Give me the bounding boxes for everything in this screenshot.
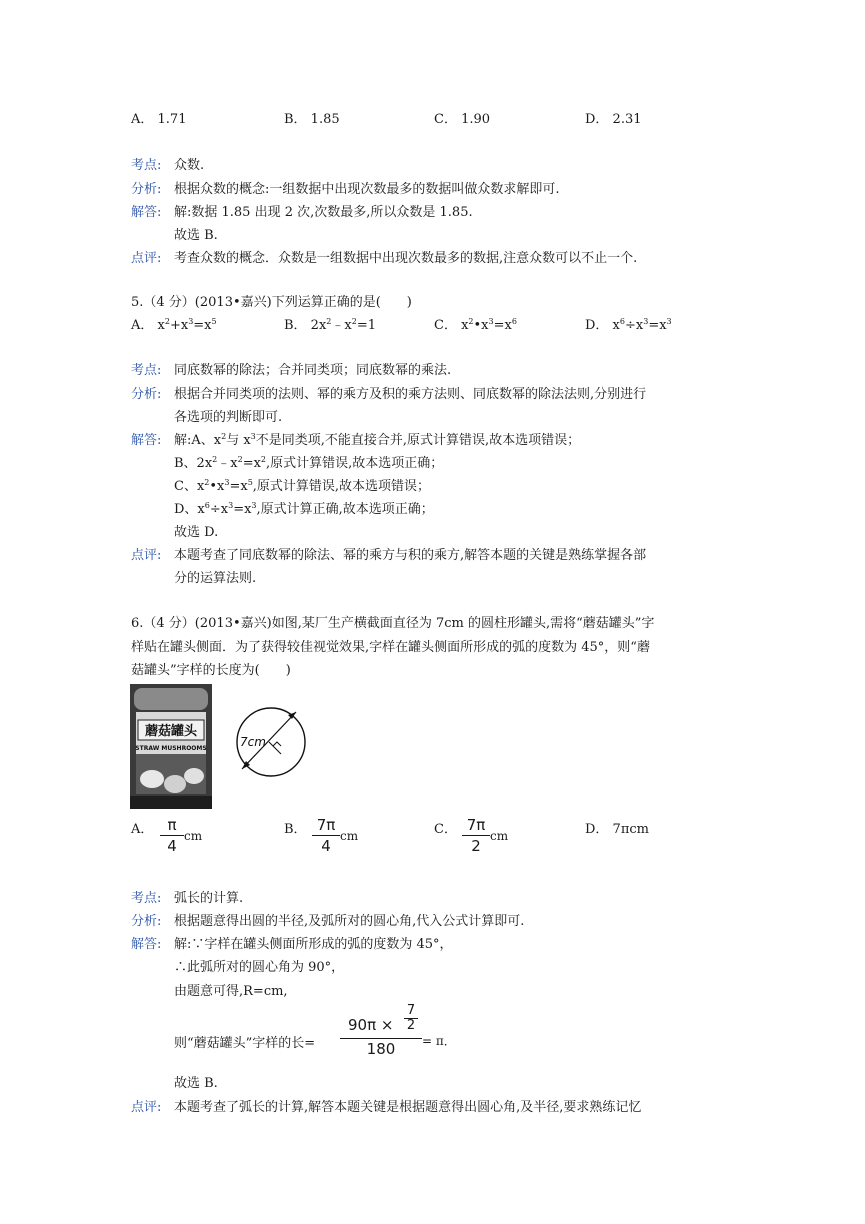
q5-option-b: B． $2x^2﹣x^2=1$	[284, 317, 376, 333]
formula-fraction	[340, 1003, 422, 1059]
q6-option-a-unit: cm	[184, 829, 203, 843]
q4-option-c: C． 1.90	[434, 112, 491, 127]
q6-dianping: 本题考查了弧长的计算,解答本题关键是根据题意得出圆心角,及半径,要求熟练记忆	[174, 1100, 642, 1115]
can-label-cn: 蘑菇罐头	[144, 724, 198, 739]
q6-fenxi: 根据题意得出圆的半径,及弧所对的圆心角,代入公式计算即可.	[174, 914, 525, 929]
q6-option-c-unit: cm	[490, 829, 509, 843]
q6-option-b-label: B．	[284, 822, 307, 837]
q6-option-a-label: A．	[131, 822, 154, 837]
formula-inner-fraction: 7 2	[404, 1004, 418, 1033]
diameter-label: 7cm	[240, 735, 266, 749]
q5-stem: 5.（4 分）(2013•嘉兴)下列运算正确的是( )	[131, 295, 412, 310]
q5-jieda-line2: B、$2x^2﹣x^2=x^2$,原式计算错误,故本选项正确；	[174, 455, 444, 471]
q6-stem-line1: 6.（4 分）(2013•嘉兴)如图,某厂生产横截面直径为 7cm 的圆柱形罐头,需将“蘑菇罐头”字	[131, 616, 655, 631]
q6-option-b-fraction: 7π 4	[312, 816, 340, 855]
q4-dianping-label: 点评:	[131, 251, 162, 266]
q5-fenxi-line1: 根据合并同类项的法则、幂的乘方及积的乘方法则、同底数幂的除法法则,分别进行	[174, 387, 647, 402]
q6-option-a-fraction: π 4	[160, 816, 184, 855]
q4-jieda-line2: 故选 B.	[174, 228, 218, 243]
formula-numerator: 90π ×	[348, 1016, 394, 1034]
q6-jieda-line2: ∴此弧所对的圆心角为 90°，	[174, 960, 345, 975]
q4-option-d: D． 2.31	[585, 112, 642, 127]
q4-fenxi: 根据众数的概念:一组数据中出现次数最多的数据叫做众数求解即可.	[174, 182, 560, 197]
q5-option-c: C． $x^2•x^3=x^6$	[434, 317, 517, 333]
mushroom-can-image	[130, 684, 212, 809]
q5-dianping-label: 点评:	[131, 548, 162, 563]
q4-option-b: B． 1.85	[284, 112, 340, 127]
q6-jieda-last: 故选 B.	[174, 1076, 218, 1091]
q6-fenxi-label: 分析:	[131, 914, 162, 929]
q4-dianping: 考查众数的概念．众数是一组数据中出现次数最多的数据,注意众数可以不止一个.	[174, 251, 638, 266]
q6-option-c-label: C．	[434, 822, 457, 837]
q5-option-a: A． $x^2+x^3=x^5$	[131, 317, 217, 333]
q5-kaodian: 同底数幂的除法；合并同类项；同底数幂的乘法.	[174, 363, 452, 378]
q4-jieda-line1: 解:数据 1.85 出现 2 次,次数最多,所以众数是 1.85.	[174, 205, 473, 220]
q5-fenxi-line2: 各选项的判断即可.	[174, 410, 283, 425]
q5-jieda-line1: 解:A、$x^2$与 $x^3$不是同类项,不能直接合并,原式计算错误,故本选项错误；	[174, 432, 581, 448]
q6-option-c-fraction: 7π 2	[462, 816, 490, 855]
q4-kaodian-label: 考点:	[131, 158, 162, 173]
q6-jieda-line3: 由题意可得,R=cm,	[174, 984, 288, 999]
q5-jieda-last: 故选 D.	[174, 525, 219, 540]
q4-kaodian: 众数.	[174, 158, 205, 173]
q4-option-a: A． 1.71	[131, 112, 187, 127]
q6-option-b-unit: cm	[340, 829, 359, 843]
q6-dianping-label: 点评:	[131, 1100, 162, 1115]
q4-fenxi-label: 分析:	[131, 182, 162, 197]
q6-jieda-line1: 解:∵字样在罐头侧面所形成的弧的度数为 45°，	[174, 937, 453, 952]
formula-suffix: = π．	[422, 1034, 456, 1048]
can-label-en: STRAW MUSHROOMS	[135, 745, 207, 752]
q6-kaodian: 弧长的计算.	[174, 891, 244, 906]
q5-option-d: D． $x^6\div x^3=x^3$	[585, 317, 672, 333]
q5-kaodian-label: 考点:	[131, 363, 162, 378]
q5-dianping-line1: 本题考查了同底数幂的除法、幂的乘方与积的乘方,解答本题的关键是熟练掌握各部	[174, 548, 647, 563]
q6-stem-line2: 样贴在罐头侧面．为了获得较佳视觉效果,字样在罐头侧面所形成的弧的度数为 45°，则“蘑	[131, 640, 650, 655]
q5-fenxi-label: 分析:	[131, 387, 162, 402]
formula-denominator: 180	[366, 1040, 396, 1058]
q5-jieda-line3: C、$x^2•x^3=x^5$,原式计算错误,故本选项错误；	[174, 478, 431, 494]
q6-kaodian-label: 考点:	[131, 891, 162, 906]
q5-jieda-line4: D、$x^6\div x^3=x^3$,原式计算正确,故本选项正确；	[174, 501, 434, 517]
q5-jieda-label: 解答:	[131, 433, 162, 448]
q6-option-d: D． 7πcm	[585, 822, 649, 837]
circle-diagram	[226, 702, 316, 782]
q4-jieda-label: 解答:	[131, 205, 162, 220]
q5-dianping-line2: 分的运算法则.	[174, 571, 257, 586]
q6-jieda-label: 解答:	[131, 937, 162, 952]
q6-stem-line3: 菇罐头”字样的长度为( )	[131, 663, 291, 678]
formula-prefix: 则“蘑菇罐头”字样的长=	[174, 1036, 316, 1051]
